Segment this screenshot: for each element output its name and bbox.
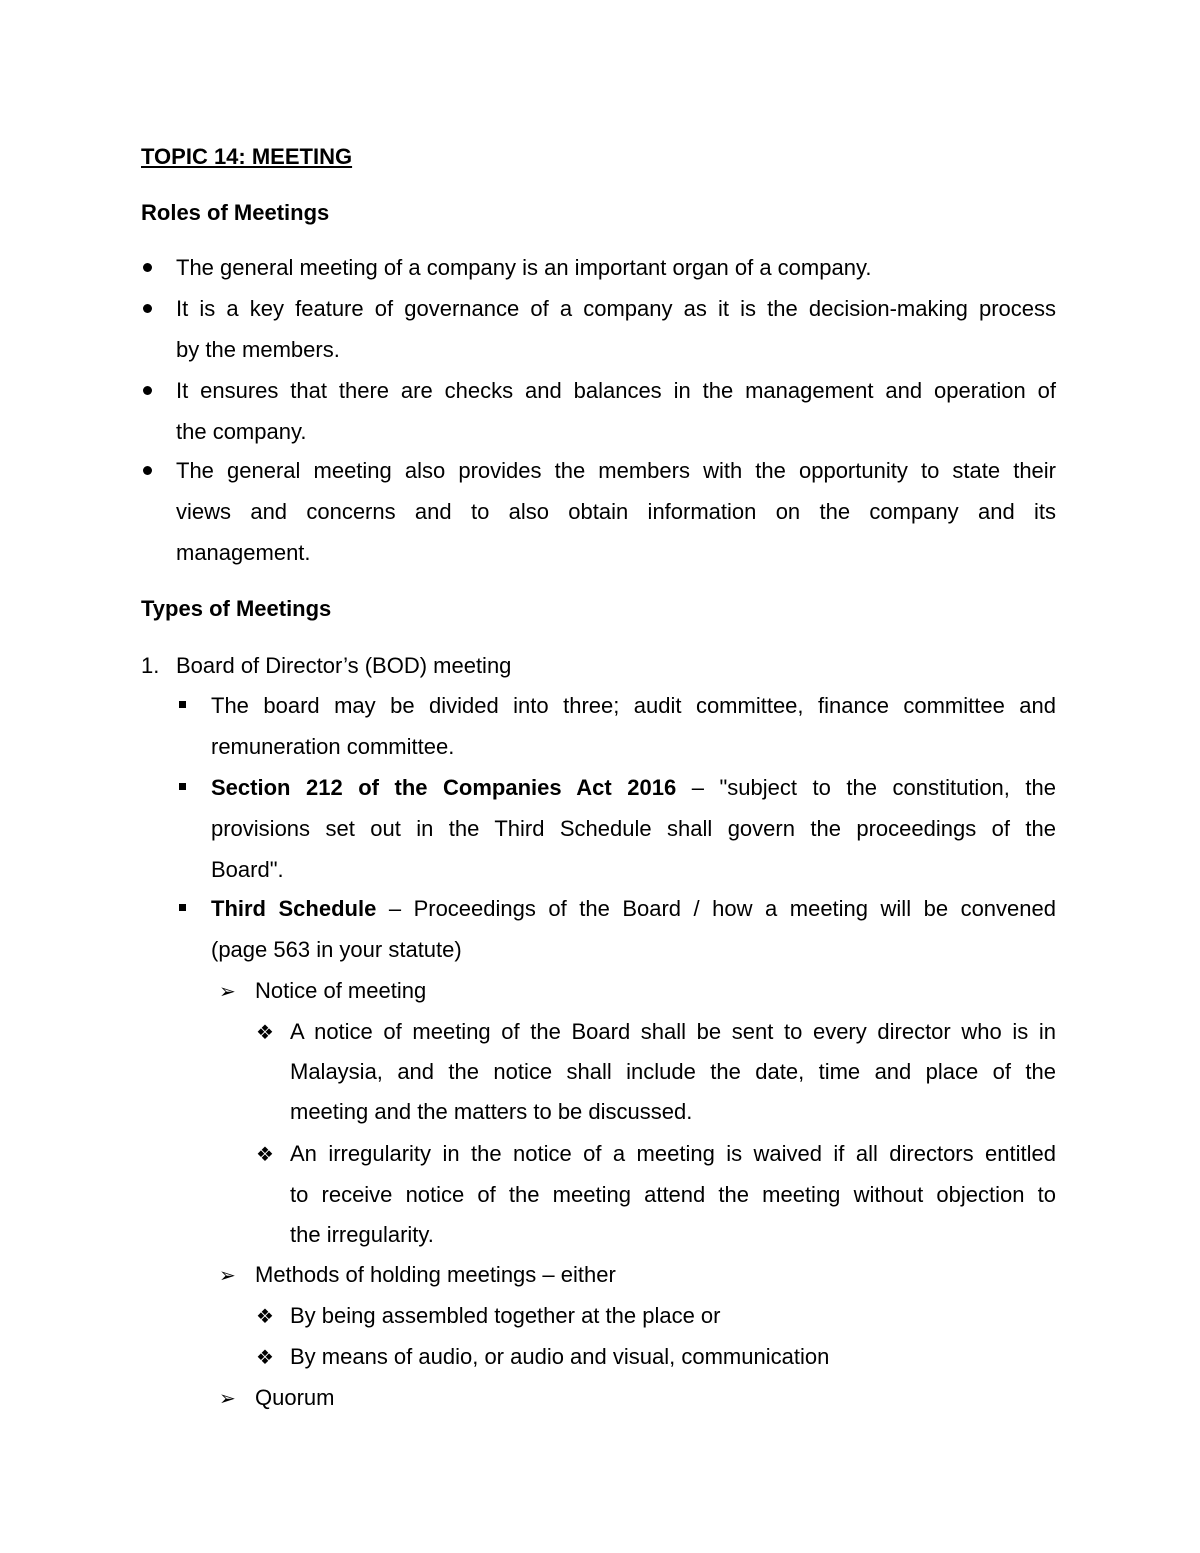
square-bullet-icon	[179, 904, 186, 911]
notice-heading: Notice of meeting	[255, 978, 427, 1003]
sub-item-2-text: – "subject to the constitution, the	[676, 775, 1057, 800]
bullet-dot-icon	[143, 304, 152, 313]
page-title: TOPIC 14: MEETING	[141, 144, 353, 169]
arrowhead-bullet-icon: ➢	[219, 1263, 236, 1287]
notice-item-1-cont: Malaysia, and the notice shall include the date, time and place of the	[290, 1059, 1056, 1084]
roles-heading: Roles of Meetings	[141, 200, 330, 225]
sub-item-3	[211, 895, 1056, 923]
diamond-bullet-icon: ❖	[256, 1142, 274, 1166]
bullet-dot-icon	[143, 263, 152, 272]
types-item-1: Board of Director’s (BOD) meeting	[176, 653, 512, 678]
roles-item-3: It ensures that there are checks and balances in the management and operation of	[176, 378, 1056, 403]
notice-item-2: An irregularity in the notice of a meeting is waived if all directors entitled	[290, 1141, 1056, 1166]
arrowhead-bullet-icon: ➢	[219, 979, 236, 1003]
roles-item-3-cont: the company.	[176, 419, 307, 444]
roles-item-4: The general meeting also provides the members with the opportunity to state their	[176, 458, 1056, 483]
notice-item-1: A notice of meeting of the Board shall be sent to every director who is in	[290, 1019, 1056, 1044]
square-bullet-icon	[179, 783, 186, 790]
sub-item-1-cont: remuneration committee.	[211, 734, 455, 759]
quorum-heading: Quorum	[255, 1385, 335, 1410]
list-number: 1.	[141, 653, 160, 678]
diamond-bullet-icon: ❖	[256, 1345, 274, 1369]
bullet-dot-icon	[143, 466, 152, 475]
roles-item-1: The general meeting of a company is an important organ of a company.	[176, 255, 872, 280]
sub-item-2-cont2: Board".	[211, 857, 284, 882]
notice-item-1-cont2: meeting and the matters to be discussed.	[290, 1099, 693, 1124]
square-bullet-icon	[179, 701, 186, 708]
roles-item-2-cont: by the members.	[176, 337, 340, 362]
diamond-bullet-icon: ❖	[256, 1020, 274, 1044]
sub-item-2	[211, 774, 1056, 802]
roles-item-4-cont2: management.	[176, 540, 311, 565]
bullet-dot-icon	[143, 386, 152, 395]
diamond-bullet-icon: ❖	[256, 1304, 274, 1328]
section-212-ref: Section 212 of the Companies Act 2016	[211, 775, 677, 800]
sub-item-3-text: – Proceedings of the Board / how a meeting will be convened	[376, 896, 1056, 921]
types-heading: Types of Meetings	[141, 596, 332, 621]
roles-item-4-cont: views and concerns and to also obtain information on the company and its	[176, 499, 1056, 524]
methods-item-2: By means of audio, or audio and visual, communication	[290, 1344, 830, 1369]
methods-heading: Methods of holding meetings – either	[255, 1262, 616, 1287]
third-schedule-ref: Third Schedule	[211, 896, 377, 921]
roles-item-2: It is a key feature of governance of a company as it is the decision-making process	[176, 296, 1056, 321]
notice-item-2-cont: to receive notice of the meeting attend the meeting without objection to	[290, 1182, 1056, 1207]
notice-item-2-cont2: the irregularity.	[290, 1222, 434, 1247]
methods-item-1: By being assembled together at the place or	[290, 1303, 721, 1328]
sub-item-2-cont: provisions set out in the Third Schedule shall govern the proceedings of the	[211, 816, 1056, 841]
sub-item-1: The board may be divided into three; audit committee, finance committee and	[211, 693, 1056, 718]
sub-item-3-cont: (page 563 in your statute)	[211, 937, 462, 962]
arrowhead-bullet-icon: ➢	[219, 1386, 236, 1410]
